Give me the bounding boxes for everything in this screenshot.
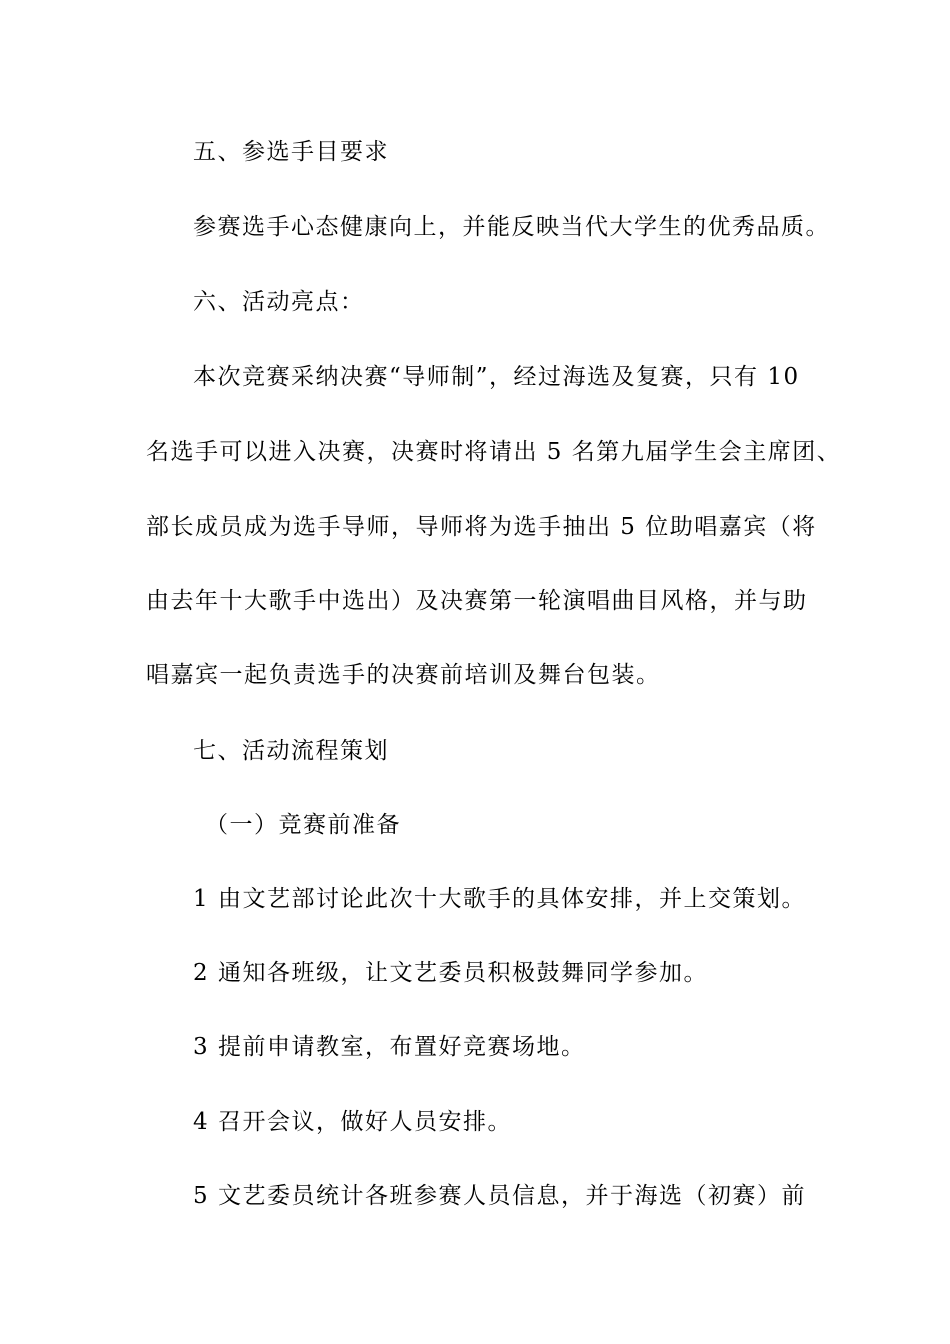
paragraph-line: 名选手可以进入决赛，决赛时将请出 5 名第九届学生会主席团、 [146,439,842,465]
list-item: 4 召开会议，做好人员安排。 [193,1109,512,1135]
subsection-heading: （一）竞赛前准备 [205,812,401,838]
section-heading-7: 七、活动流程策划 [193,738,389,764]
paragraph-line: 参赛选手心态健康向上，并能反映当代大学生的优秀品质。 [193,214,830,240]
list-item: 5 文艺委员统计各班参赛人员信息，并于海选（初赛）前 [193,1183,806,1209]
paragraph-line: 本次竞赛采纳决赛“导师制”，经过海选及复赛，只有 10 [193,364,800,390]
section-heading-5: 五、参选手目要求 [193,139,389,165]
section-heading-6: 六、活动亮点： [193,289,365,315]
paragraph-line: 由去年十大歌手中选出）及决赛第一轮演唱曲目风格，并与助 [146,588,808,614]
paragraph-line: 唱嘉宾一起负责选手的决赛前培训及舞台包装。 [146,662,661,688]
list-item: 3 提前申请教室，布置好竞赛场地。 [193,1034,586,1060]
paragraph-line: 部长成员成为选手导师，导师将为选手抽出 5 位助唱嘉宾（将 [146,514,817,540]
list-item: 2 通知各班级，让文艺委员积极鼓舞同学参加。 [193,960,708,986]
list-item: 1 由文艺部讨论此次十大歌手的具体安排，并上交策划。 [193,886,806,912]
